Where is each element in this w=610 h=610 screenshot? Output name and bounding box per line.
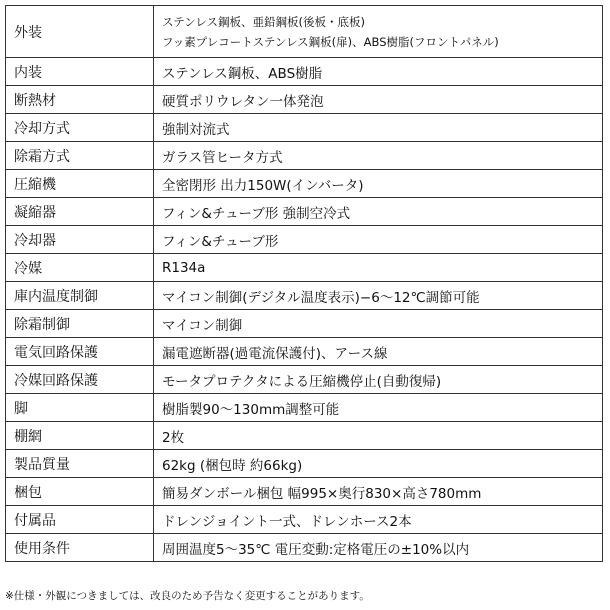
row-label: 冷却方式 <box>6 114 154 142</box>
row-label: 除霜制御 <box>6 310 154 338</box>
row-value: モータプロテクタによる圧縮機停止(自動復帰) <box>154 366 603 394</box>
table-row <box>6 142 603 170</box>
row-label: 内装 <box>6 58 154 86</box>
table-row <box>6 338 603 366</box>
row-label: 外装 <box>6 6 154 58</box>
row-label: 冷媒回路保護 <box>6 366 154 394</box>
row-value: ドレンジョイント一式、ドレンホース2本 <box>154 506 603 534</box>
row-label: 庫内温度制御 <box>6 282 154 310</box>
row-value: 硬質ポリウレタン一体発泡 <box>154 86 603 114</box>
table-row <box>6 86 603 114</box>
row-label: 断熱材 <box>6 86 154 114</box>
table-row <box>6 534 603 562</box>
table-row <box>6 254 603 282</box>
row-label: 使用条件 <box>6 534 154 562</box>
row-value: マイコン制御 <box>154 310 603 338</box>
table-row <box>6 366 603 394</box>
table-row <box>6 114 603 142</box>
table-row <box>6 422 603 450</box>
table-row <box>6 170 603 198</box>
row-value: 2枚 <box>154 422 603 450</box>
table-row <box>6 310 603 338</box>
row-value-line: ステンレス鋼板、亜鉛鋼板(後板・底板) <box>162 14 366 29</box>
row-value: フィン&チューブ形 強制空冷式 <box>154 198 603 226</box>
row-label: 脚 <box>6 394 154 422</box>
row-label: 冷却器 <box>6 226 154 254</box>
row-label: 圧縮機 <box>6 170 154 198</box>
row-label: 梱包 <box>6 478 154 506</box>
row-label: 凝縮器 <box>6 198 154 226</box>
row-label: 付属品 <box>6 506 154 534</box>
row-label: 冷媒 <box>6 254 154 282</box>
table-row <box>6 282 603 310</box>
row-value: フィン&チューブ形 <box>154 226 603 254</box>
row-label: 電気回路保護 <box>6 338 154 366</box>
row-value: 簡易ダンボール梱包 幅995×奥行830×高さ780mm <box>154 478 603 506</box>
table-row <box>6 198 603 226</box>
row-value: ステンレス鋼板、ABS樹脂 <box>154 58 603 86</box>
row-value: 強制対流式 <box>154 114 603 142</box>
table-row <box>6 478 603 506</box>
table-row <box>6 226 603 254</box>
row-value: R134a <box>154 254 603 282</box>
table-row <box>6 6 603 58</box>
row-value: 62kg (梱包時 約66kg) <box>154 450 603 478</box>
row-value: 周囲温度5〜35℃ 電圧変動:定格電圧の±10%以内 <box>154 534 603 562</box>
row-value <box>154 6 603 58</box>
row-value: 全密閉形 出力150W(インバータ) <box>154 170 603 198</box>
row-value-line: フッ素プレコートステンレス鋼板(扉)、ABS樹脂(フロントパネル) <box>162 34 499 49</box>
table-row <box>6 450 603 478</box>
row-value: 樹脂製90〜130mm調整可能 <box>154 394 603 422</box>
row-label: 棚網 <box>6 422 154 450</box>
row-value: 漏電遮断器(過電流保護付)、アース線 <box>154 338 603 366</box>
table-row <box>6 58 603 86</box>
row-label: 製品質量 <box>6 450 154 478</box>
row-value: マイコン制御(デジタル温度表示)−6〜12℃調節可能 <box>154 282 603 310</box>
table-row <box>6 506 603 534</box>
spec-table <box>5 5 603 562</box>
row-label: 除霜方式 <box>6 142 154 170</box>
footnote: ※仕様・外観につきましては、改良のため予告なく変更することがあります。 <box>5 590 370 602</box>
row-value: ガラス管ヒータ方式 <box>154 142 603 170</box>
table-row <box>6 394 603 422</box>
